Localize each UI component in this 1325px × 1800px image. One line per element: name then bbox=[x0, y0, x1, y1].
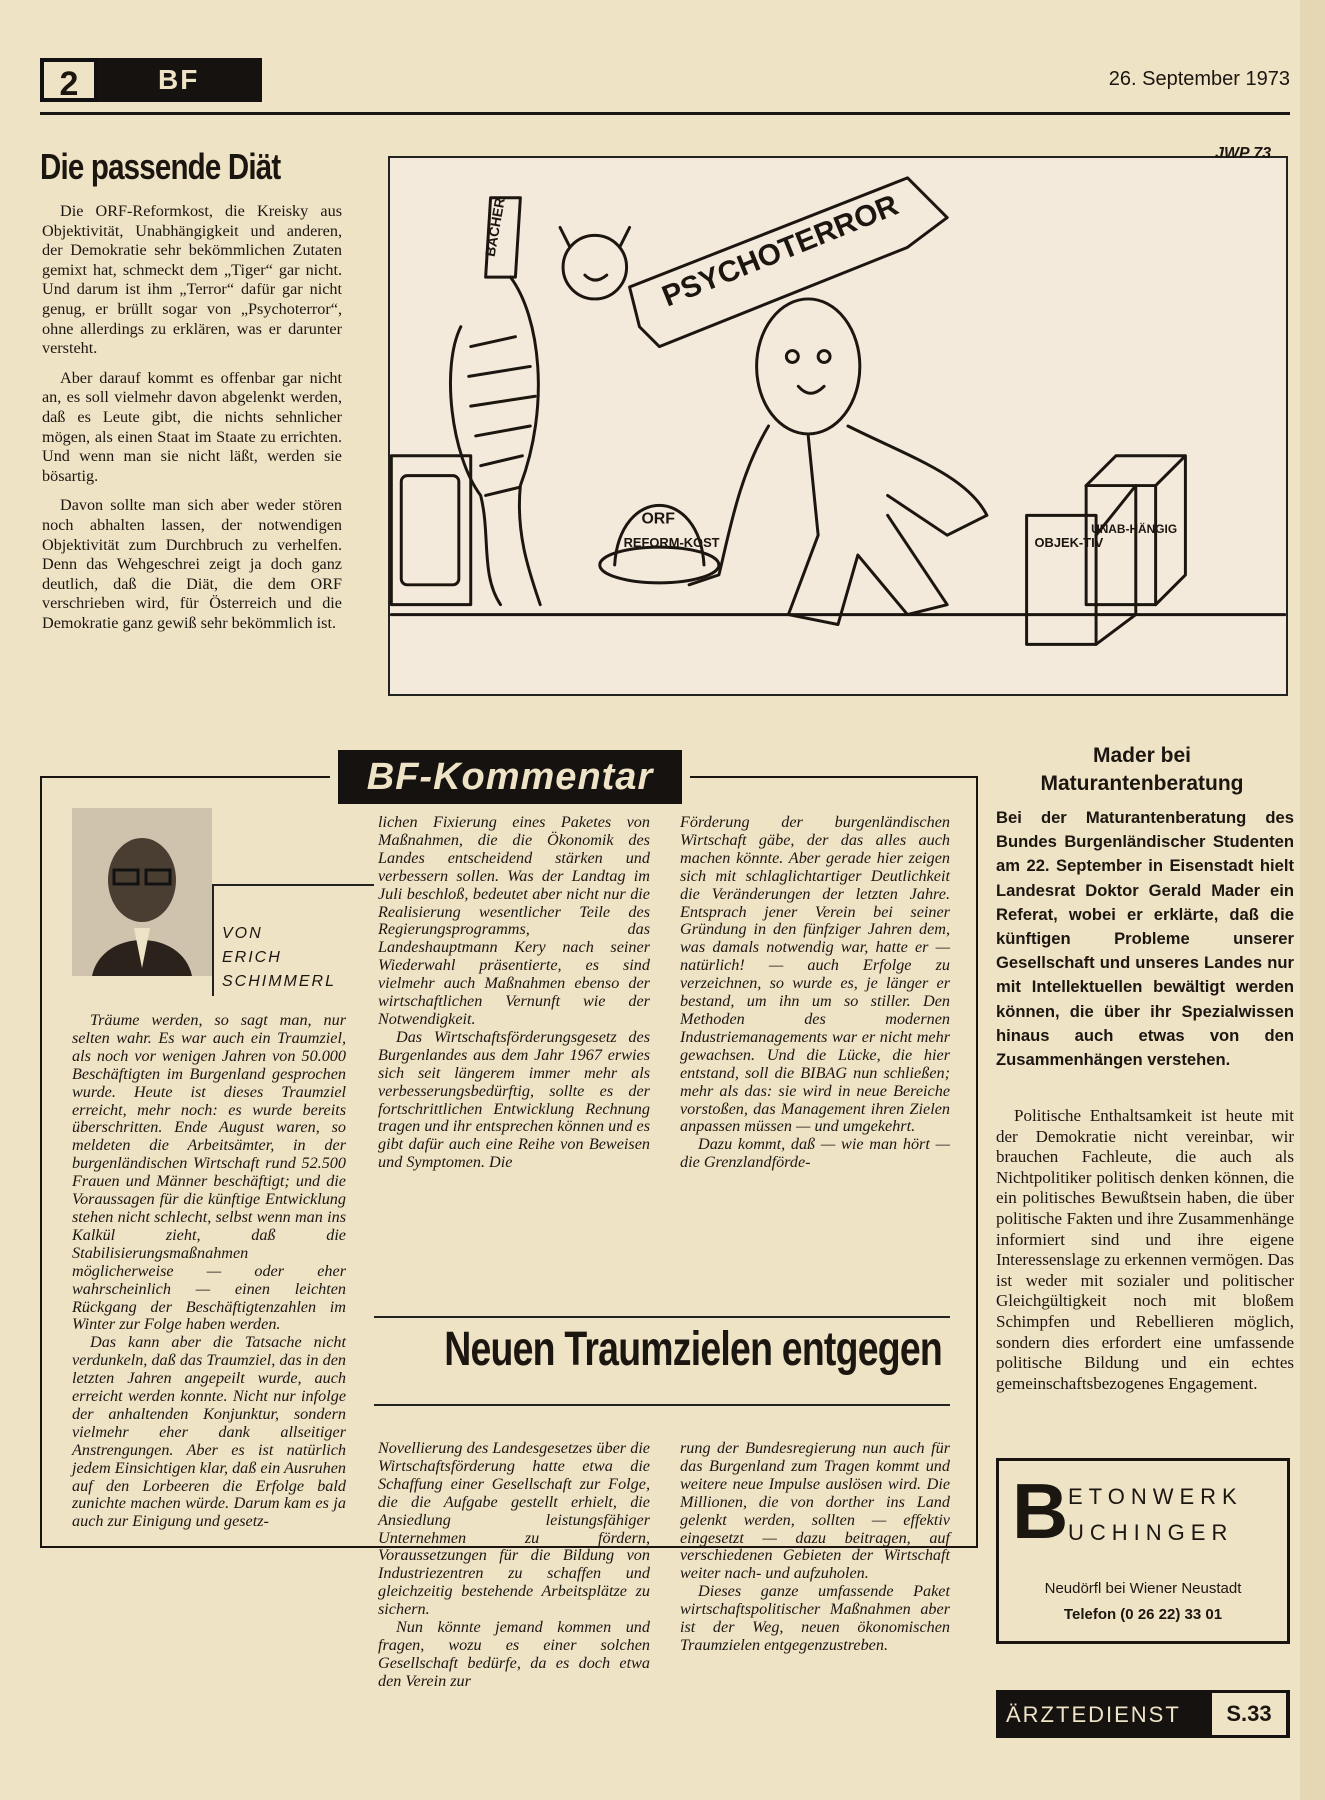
kommentar-paragraph: Novellierung des Landesgesetzes über die Wirtschaftsförderung hatte etwa die Schaffung einer Gesellschaft zur Folge, die die Aufgabe gestellt erhielt, die Ansiedlung leistungsfähiger Unternehmen zu fördern, Voraussetzungen für die Bildung von Industriezentren zu schaffen und gleichzeitig bestehende Arbeitsplätze zu sichern. bbox=[378, 1439, 650, 1619]
byline-firstname: ERICH bbox=[222, 949, 282, 966]
kommentar-paragraph: Nun könnte jemand kommen und fragen, wozu es einer solchen Gesellschaft bedürfe, da es doch etwa den Verein zur bbox=[378, 1618, 650, 1690]
byline-von: VON bbox=[222, 925, 263, 942]
article-body bbox=[42, 202, 342, 643]
page-edge bbox=[1300, 0, 1325, 1800]
aerztedienst-page-ref: S.33 bbox=[1212, 1693, 1286, 1735]
politician-arm bbox=[689, 426, 768, 585]
byline-lastname: SCHIMMERL bbox=[222, 973, 337, 990]
kommentar-paragraph: Träume werden, so sagt man, nur selten wahr. Es war auch ein Traumziel, als noch vor wenigen Jahren von 50.000 Beschäftigten im Burgenland gesprochen wurde. Heute ist dieses Traumziel erreicht, mehr noch: es wurde bereits überschritten. Ende August waren, so meldeten die Arbeitsämter, in der burgenländischen Wirtschaft rund 52.500 Frauen und Männer beschäftigt; und die Voraussagen für die künftige Entwicklung stehen nicht schlecht, selbst wenn man ins Kalkül zieht, daß die Stabilisierungsmaßnahmen möglicherweise — oder eher wahrscheinlich — einen leichten Rückgang der Beschäftigtenzahlen im Winter zur Folge haben werden. bbox=[72, 1011, 346, 1334]
author-portrait bbox=[72, 808, 212, 976]
kommentar-column-2b bbox=[378, 1440, 650, 1691]
kommentar-paragraph: rung der Bundesregierung nun auch für das Burgenland zum Tragen kommt und weitere neue Impulse auslösen wird. Die Millionen, die von dorther ins Land gelenkt werden, sollten — effektiv eingesetzt — dazu beitragen, auf verschiedenen Gebieten der Wirtschaft weiter nach- und aufzuholen. bbox=[680, 1439, 950, 1583]
label-orf: ORF bbox=[641, 510, 675, 528]
kommentar-column-1 bbox=[72, 1012, 346, 1531]
ad-line-1: ETONWERK bbox=[1068, 1484, 1243, 1509]
issue-date: 26. September 1973 bbox=[1108, 68, 1290, 90]
subheadline-rule-bottom bbox=[374, 1404, 950, 1406]
ad-address: Neudörfl bei Wiener Neustadt bbox=[1044, 1580, 1242, 1597]
kommentar-banner bbox=[330, 746, 690, 808]
ad-line-2: UCHINGER bbox=[1068, 1520, 1234, 1545]
kommentar-paragraph: lichen Fixierung eines Paketes von Maßnahmen, die die Ökonomik des Landes entscheidend stärken und verbessern sollen. Was der Landtag im Juli beschloß, bedeutet aber nicht nur die Realisierung wesentlicher Teile des Regierungsprogramms, das Landeshauptmann Kery nach seiner Wiederwahl präsentierte, es sind vielmehr auch Maßnahmen ebenso der wirtschaftlichen Vernunft wie der Notwendigkeit. bbox=[378, 813, 650, 1028]
article-paragraph: Aber darauf kommt es offenbar gar nicht an, es soll vielmehr davon abgelenkt werden, daß es Leute gibt, die nichts sehnlicher mögen, als einen Staat im Staate zu errichten. Und wenn man sie nicht läßt, werden sie bösartig. bbox=[42, 368, 342, 485]
article-paragraph: Davon sollte man sich aber weder stören noch abhalten lassen, der notwendigen Objektivität zum Durchbruch zu verhelfen. Denn das Wehgeschrei zeigt ja doch ganz deutlich, daß die Diät, die dem ORF verschrieben wird, für Österreich und die Demokratie ganz gewiß sehr bekömmlich ist. bbox=[42, 496, 342, 632]
label-reformkost: REFORM-KOST bbox=[623, 535, 720, 551]
reformkost-bowl bbox=[600, 547, 719, 583]
kommentar-paragraph: Förderung der burgenländischen Wirtschaft gäbe, der das alles auch machen könnte. Aber gerade hier zeigen sich mit schlaglichtartiger Deutlichkeit die Veränderungen der letzten Jahre. Entsprach jener Verein bei seiner Gründung in den fünfziger Jahren dem, was damals notwendig war, hatte er — natürlich! — auch Erfolge zu verzeichnen, so wurde es, je länger er bestand, um ihn um so stiller. Den Methoden des modernen Industriemanagements war er nicht mehr gewachsen. Und die Lücke, die hier entstand, soll die BIBAG nun schließen; mehr als das: sie wird in neue Bereiche vorstoßen, das Management ihren Zielen anpassen müssen — und umgekehrt. bbox=[680, 813, 950, 1136]
kommentar-title: BF-Kommentar bbox=[338, 750, 682, 804]
label-bacher: BACHER bbox=[481, 196, 508, 258]
politician-head bbox=[757, 299, 860, 434]
mader-headline: Mader bei Maturantenberatung bbox=[1040, 744, 1244, 795]
kommentar-paragraph: Das Wirtschaftsförderungsgesetz des Burgenlandes aus dem Jahr 1967 erwies sich seit längerem immer mehr als verbesserungsbedürftig, sollte es der fortschrittlichen Entwicklung Rechnung tragen und ihr entsprechen können und es gibt dafür auch eine Reihe von Beweisen und Symptomen. Die bbox=[378, 1027, 650, 1172]
label-unabhaengig: UNAB-HÄNGIG bbox=[1091, 522, 1178, 537]
subheadline-rule-top bbox=[374, 1316, 950, 1318]
editorial-cartoon bbox=[388, 145, 1288, 696]
kommentar-column-3 bbox=[680, 814, 950, 1172]
mader-lead: Bei der Maturantenberatung des Bundes Burgenländischer Studenten am 22. September in Eisenstadt hielt Landesrat Doktor Gerald Mader ein Referat, wobei er erklärte, daß die künftigen Probleme unserer Gesellschaft und unseres Landes nur mit Intellektuellen bewältigt werden können, die über ihr Spezialwissen hinaus auch etwas von den Zusammenhängen verstehen. bbox=[996, 808, 1294, 1070]
kommentar-paragraph: Dieses ganze umfassende Paket wirtschaftspolitischer Maßnahmen aber ist der Weg, neuen ökonomischen Traumzielen entgegenzustreben. bbox=[680, 1582, 950, 1654]
ad-monogram: B bbox=[1012, 1467, 1069, 1555]
label-psychoterror: PSYCHOTERROR bbox=[657, 188, 903, 314]
kommentar-subheadline: Neuen Traumzielen entgegen bbox=[444, 1323, 942, 1376]
label-objektiv: OBJEK-TIV bbox=[1034, 535, 1104, 551]
paper-name: BF bbox=[98, 58, 262, 102]
cartoonist-signature: JWP 73 bbox=[1215, 145, 1272, 162]
mader-body bbox=[996, 1106, 1294, 1394]
kommentar-column-3b bbox=[680, 1440, 950, 1655]
header-rule bbox=[40, 112, 1290, 115]
kommentar-column-2 bbox=[378, 814, 650, 1172]
byline bbox=[222, 922, 372, 994]
tiger-head bbox=[563, 235, 627, 299]
kommentar-paragraph: Dazu kommt, daß — wie man hört — die Grenzlandförde- bbox=[680, 1135, 950, 1172]
mader-paragraph: Politische Enthaltsamkeit ist heute mit der Demokratie nicht vereinbar, wir brauchen Fachleute, die auch als Nichtpolitiker politisch denken können, die ein politisches Bewußtsein haben, die über politische Fakten und ihre Zusammenhänge informiert sind und ihre eigene Interessenslage zu erkennen vermögen. Das ist weder mit sozialer und politischer Gleichgültigkeit noch mit bloßem Schimpfen und Rebellieren möglich, sondern dies erfordert eine umfassende politische Bildung und ein echtes gemeinschaftsbezogenes Engagement. bbox=[996, 1106, 1294, 1393]
article-paragraph: Die ORF-Reformkost, die Kreisky aus Objektivität, Unabhängigkeit und anderen, der Demokratie sehr bekömmlichen Zutaten gemixt hat, schmeckt dem „Tiger“ gar nicht. Und darum ist ihm „Terror“ dafür gar nicht genug, er brüllt sogar von „Psychoterror“, ohne allerdings zu erklären, was er darunter versteht. bbox=[42, 202, 342, 358]
kommentar-paragraph: Das kann aber die Tatsache nicht verdunkeln, daß das Traumziel, das in den letzten Jahren angepeilt wurde, auch erreicht werden konnte. Nicht nur infolge der anhaltenden Konjunktur, sondern vielmehr eher dank allseitiger Anstrengungen. Aber es ist natürlich jedem Einsichtigen klar, daß ein Ausruhen auf den Lorbeeren die Erfolge bald zunichte machen würde. Darum kam es ja auch zur Einigung und gesetz- bbox=[72, 1333, 346, 1531]
ad-phone: Telefon (0 26 22) 33 01 bbox=[1063, 1606, 1223, 1623]
article-headline: Die passende Diät bbox=[40, 146, 281, 187]
aerztedienst-label: ÄRZTEDIENST bbox=[1006, 1702, 1181, 1727]
cartoon-drawing bbox=[390, 145, 1286, 694]
page-number: 2 bbox=[40, 58, 98, 102]
